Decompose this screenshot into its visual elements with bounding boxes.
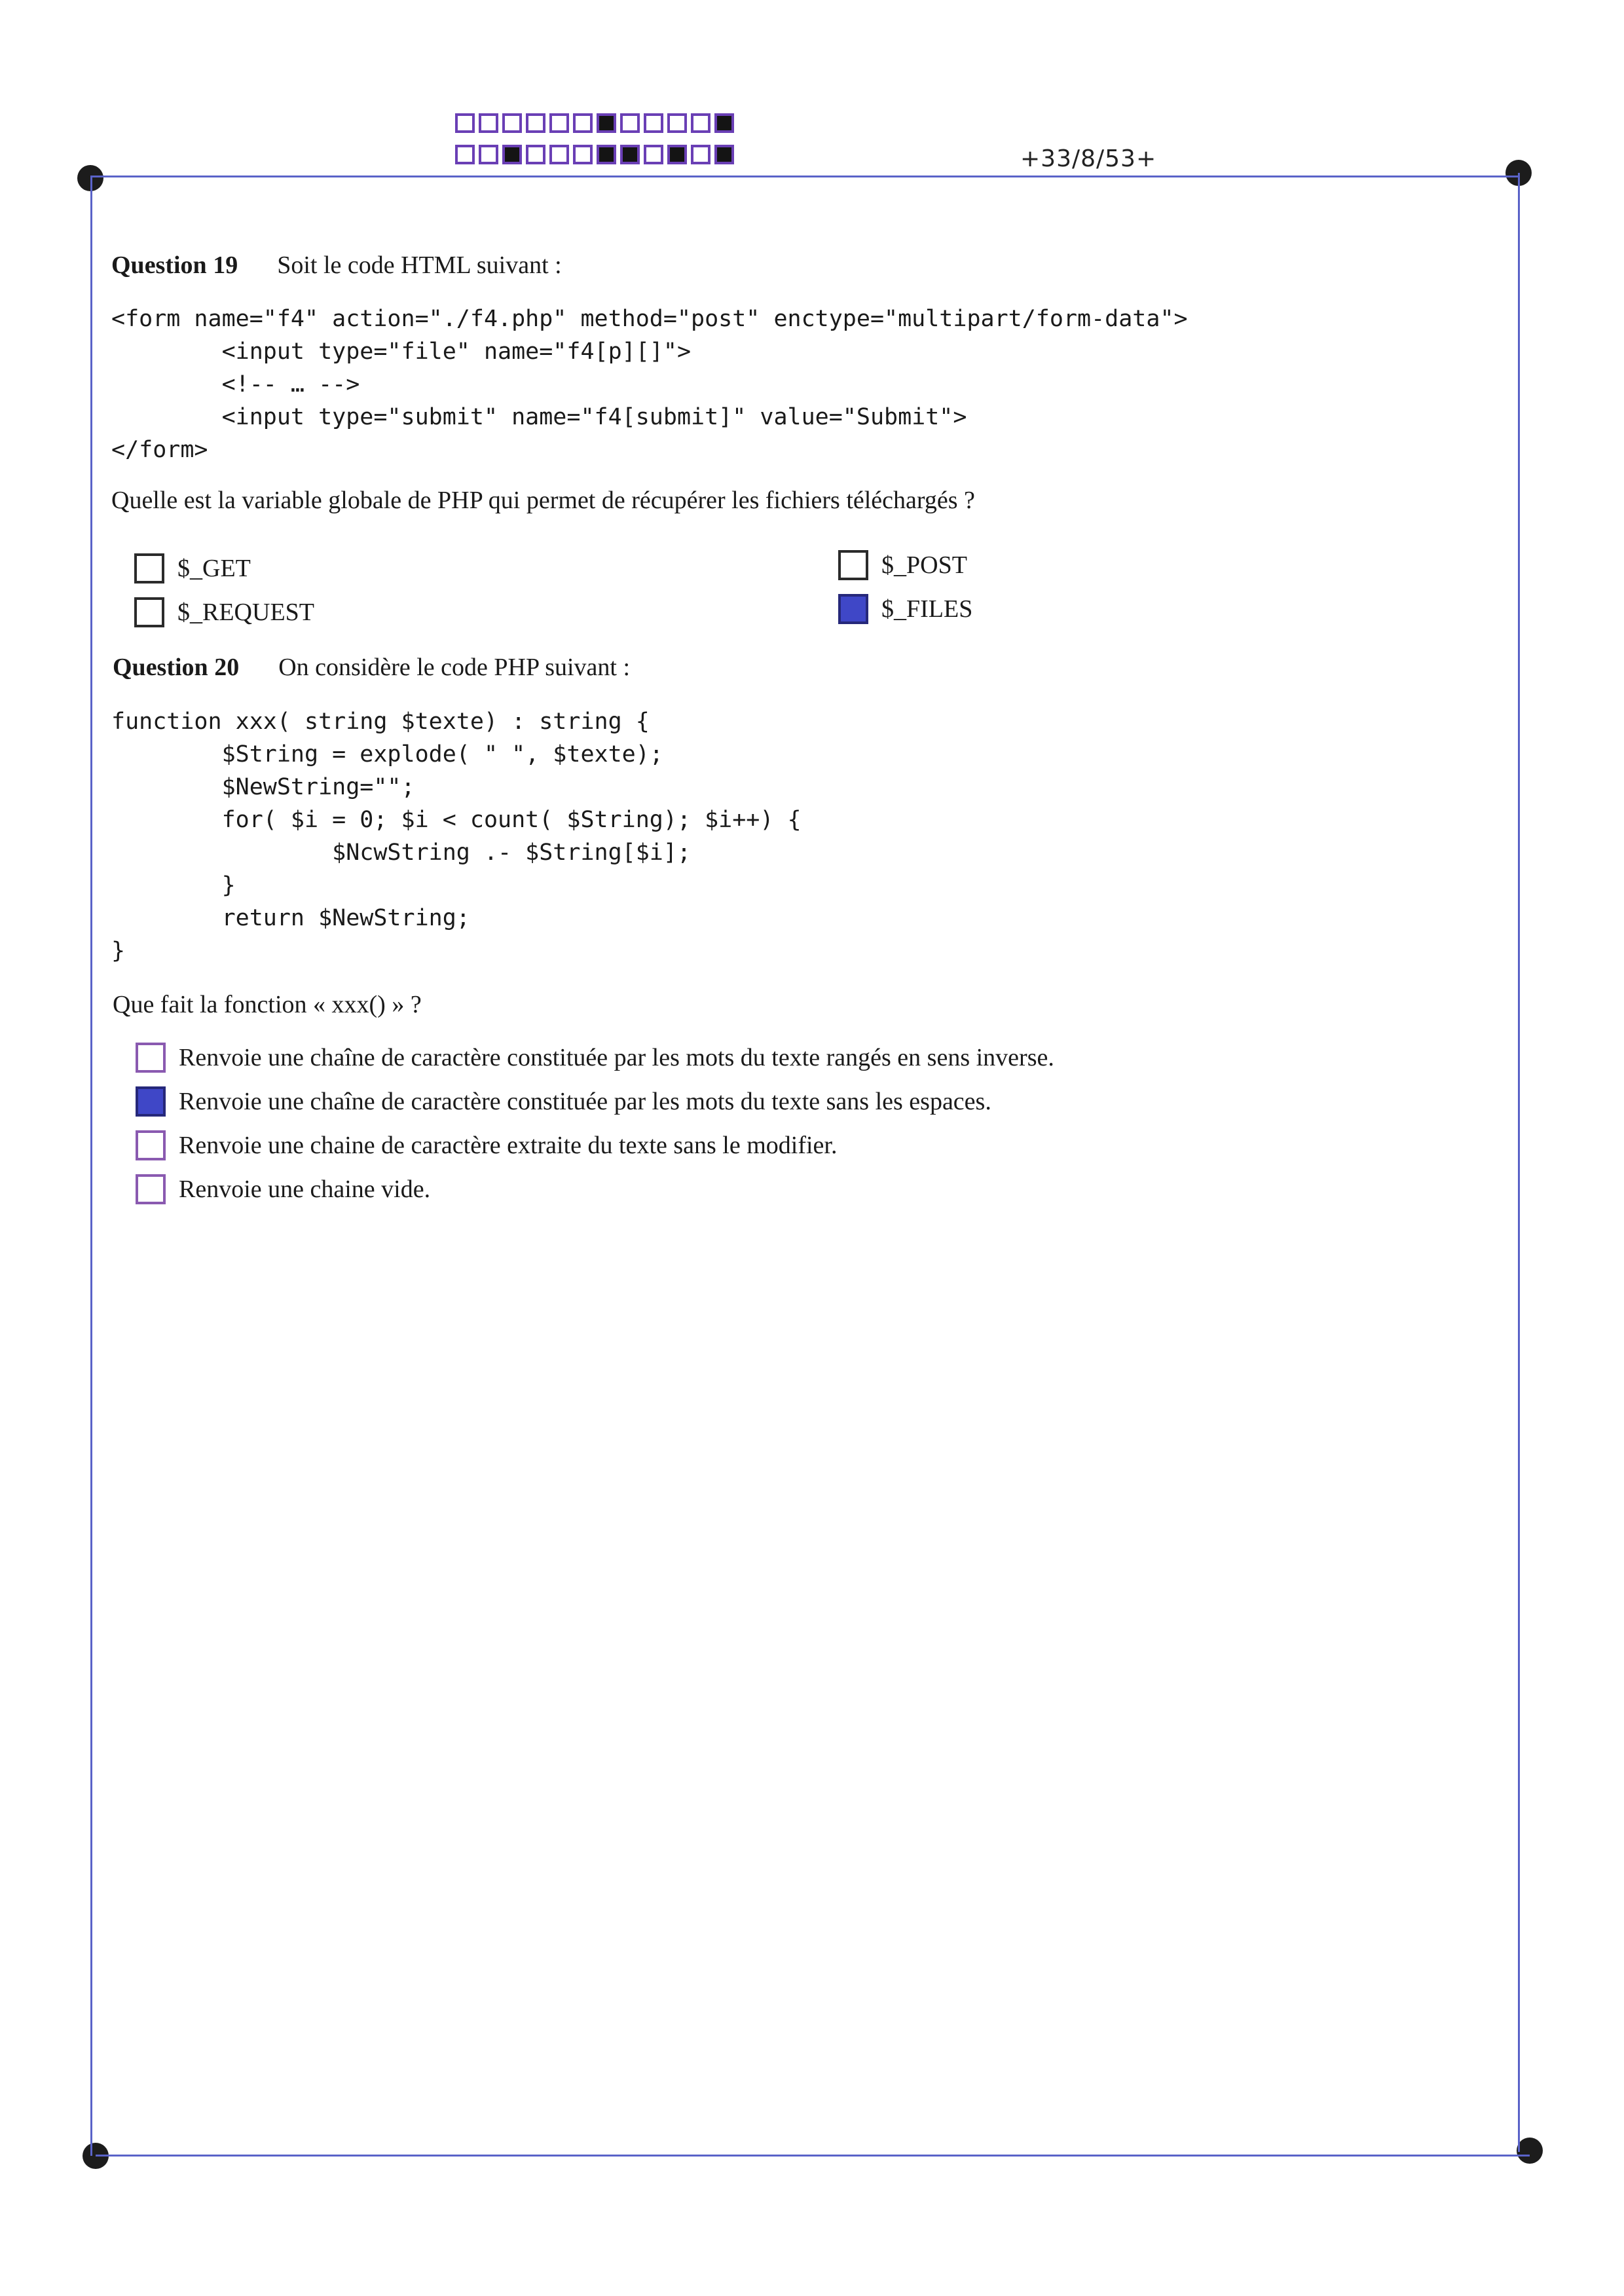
id-code-bit — [691, 113, 710, 133]
id-code-bit — [573, 145, 593, 164]
id-code-bit — [714, 145, 734, 164]
id-code-bit — [526, 145, 545, 164]
question-19-prompt: Quelle est la variable globale de PHP qui permet de récupérer les fichiers téléchargés ? — [111, 487, 975, 514]
id-code-bit — [667, 113, 687, 133]
q20-option-4[interactable] — [136, 1174, 430, 1204]
id-code-bit — [597, 113, 616, 133]
id-code-bit — [597, 145, 616, 164]
q20-option-2-label: Renvoie une chaîne de caractère constituée par les mots du texte sans les espaces. — [179, 1088, 991, 1115]
q20-option-4-checkbox[interactable] — [136, 1174, 166, 1204]
question-20-intro: On considère le code PHP suivant : — [278, 654, 631, 681]
q19-option-get-checkbox[interactable] — [134, 553, 164, 583]
q19-option-request-checkbox[interactable] — [134, 597, 164, 627]
q20-option-1-checkbox[interactable] — [136, 1043, 166, 1073]
q19-option-get[interactable] — [134, 553, 251, 583]
frame-bottom — [96, 2155, 1530, 2157]
question-19-code: <form name="f4" action="./f4.php" method="post" enctype="multipart/form-data"> <input type="file" name="f4[p][]"> <!-- … --> <input type="submit" name="f4[submit]" value="Submit"> </form> — [111, 306, 1188, 463]
q20-option-2-checkbox[interactable] — [136, 1086, 166, 1117]
q20-option-4-label: Renvoie une chaine vide. — [179, 1176, 431, 1203]
q19-option-post-label: $_POST — [881, 551, 967, 579]
q20-option-3-label: Renvoie une chaine de caractère extraite du texte sans le modifier. — [179, 1132, 838, 1159]
id-code-bit — [502, 113, 522, 133]
id-code-bit — [549, 113, 569, 133]
q19-option-request[interactable] — [134, 597, 314, 627]
id-code-bit — [714, 113, 734, 133]
frame-left — [90, 177, 92, 2156]
q20-option-1-label: Renvoie une chaîne de caractère constituée par les mots du texte rangés en sens inverse. — [179, 1044, 1054, 1071]
id-code-bit — [667, 145, 687, 164]
q19-option-get-label: $_GET — [177, 555, 251, 582]
q19-option-files[interactable] — [838, 594, 972, 624]
question-19-number: Question 19 — [111, 251, 238, 279]
id-code-bit — [526, 113, 545, 133]
frame-right — [1518, 173, 1520, 2152]
id-code-bit — [573, 113, 593, 133]
frame-top — [90, 176, 1519, 177]
id-code-bit — [455, 113, 475, 133]
q19-option-post-checkbox[interactable] — [838, 550, 868, 580]
id-code-bit — [644, 145, 663, 164]
id-code-bit — [455, 145, 475, 164]
q20-option-3-checkbox[interactable] — [136, 1130, 166, 1160]
corner-mark-bottom-right — [1517, 2138, 1543, 2164]
id-code-row-bottom — [455, 145, 734, 164]
q20-option-3[interactable] — [136, 1130, 837, 1160]
id-code-bit — [620, 113, 640, 133]
q19-option-post[interactable] — [838, 550, 967, 580]
question-20-prompt: Que fait la fonction « xxx() » ? — [113, 991, 422, 1018]
q19-option-files-label: $_FILES — [881, 595, 973, 623]
id-code-bit — [644, 113, 663, 133]
q20-option-1[interactable] — [136, 1043, 1054, 1073]
question-20-code: function xxx( string $texte) : string { $String = explode( " ", $texte); $NewString=""; for( $i = 0; $i < count( $String); $i++) { $NcwString .- $String[$i]; } return $NewString; } — [111, 709, 802, 964]
id-code-bit — [479, 145, 498, 164]
question-19-header — [111, 251, 562, 280]
id-code-bit — [479, 113, 498, 133]
page-identifier: +33/8/53+ — [1020, 145, 1157, 172]
q19-option-request-label: $_REQUEST — [177, 599, 314, 626]
id-code-bit — [620, 145, 640, 164]
question-20-number: Question 20 — [113, 654, 240, 681]
question-20-header — [113, 653, 630, 682]
id-code-bit — [502, 145, 522, 164]
q19-option-files-checkbox[interactable] — [838, 594, 868, 624]
id-code-bit — [549, 145, 569, 164]
question-19-intro: Soit le code HTML suivant : — [277, 251, 562, 279]
q20-option-2[interactable] — [136, 1086, 991, 1117]
id-code-row-top — [455, 113, 734, 133]
id-code-bit — [691, 145, 710, 164]
